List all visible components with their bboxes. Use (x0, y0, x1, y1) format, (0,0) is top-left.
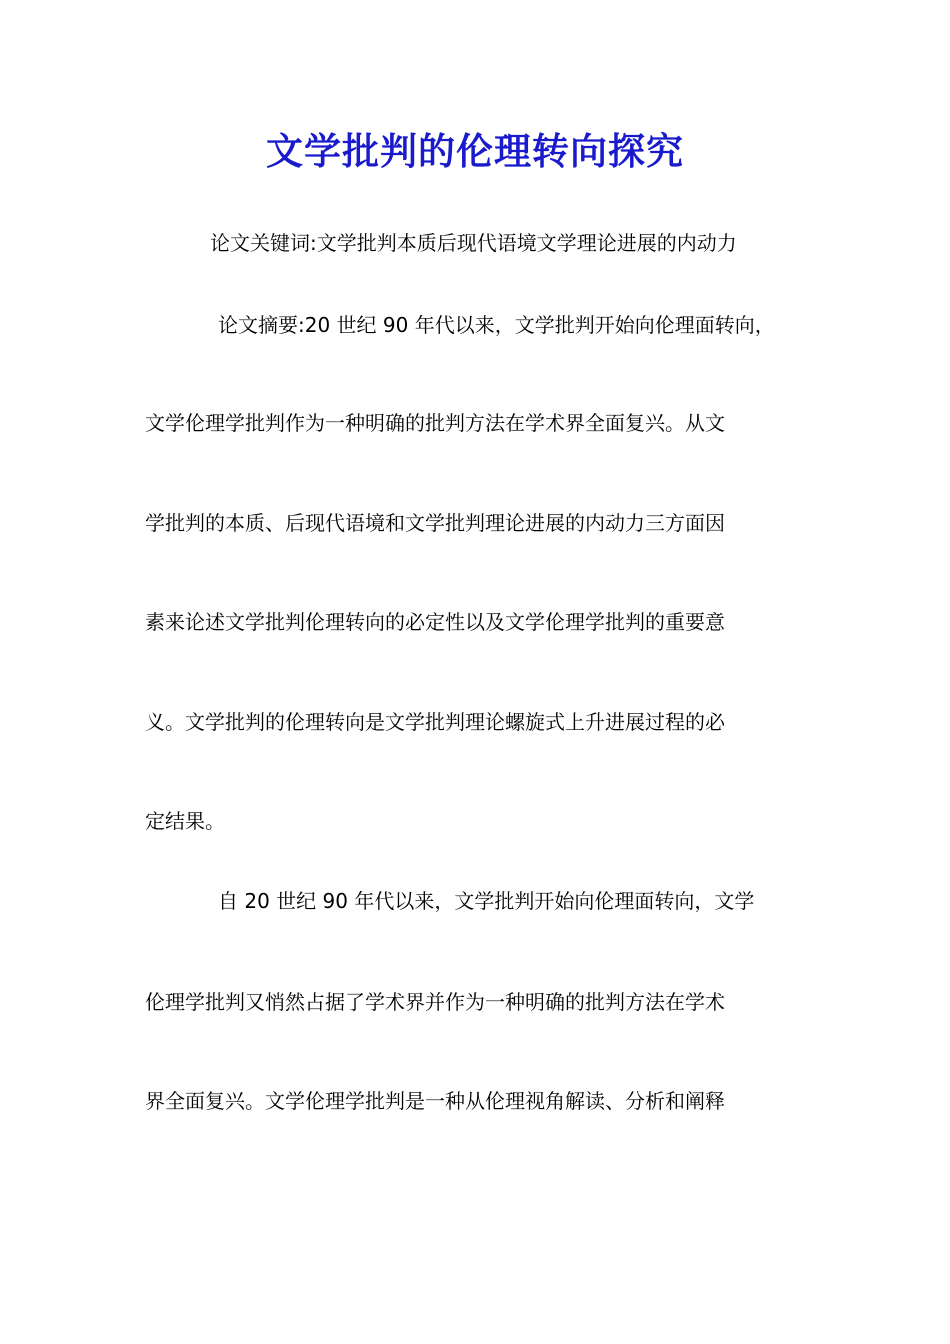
keywords-line: 论文关键词:文学批判本质后现代语境文学理论进展的内动力 (210, 231, 737, 255)
body-line-1: 自 20 世纪 90 年代以来，文学批判开始向伦理面转向，文学 (218, 889, 755, 913)
abstract-line-4: 素来论述文学批判伦理转向的必定性以及文学伦理学批判的重要意 (145, 610, 725, 634)
body-line-2: 伦理学批判又悄然占据了学术界并作为一种明确的批判方法在学术 (145, 990, 725, 1014)
body-line-3: 界全面复兴。文学伦理学批判是一种从伦理视角解读、分析和阐释 (145, 1089, 725, 1113)
abstract-line-2: 文学伦理学批判作为一种明确的批判方法在学术界全面复兴。从文 (145, 411, 725, 435)
abstract-line-3: 学批判的本质、后现代语境和文学批判理论进展的内动力三方面因 (145, 511, 725, 535)
abstract-line-1: 论文摘要:20 世纪 90 年代以来，文学批判开始向伦理面转向， (218, 313, 775, 337)
abstract-line-5: 义。文学批判的伦理转向是文学批判理论螺旋式上升进展过程的必 (145, 710, 725, 734)
document-title: 文学批判的伦理转向探究 (266, 129, 684, 173)
abstract-line-6: 定结果。 (145, 809, 225, 833)
